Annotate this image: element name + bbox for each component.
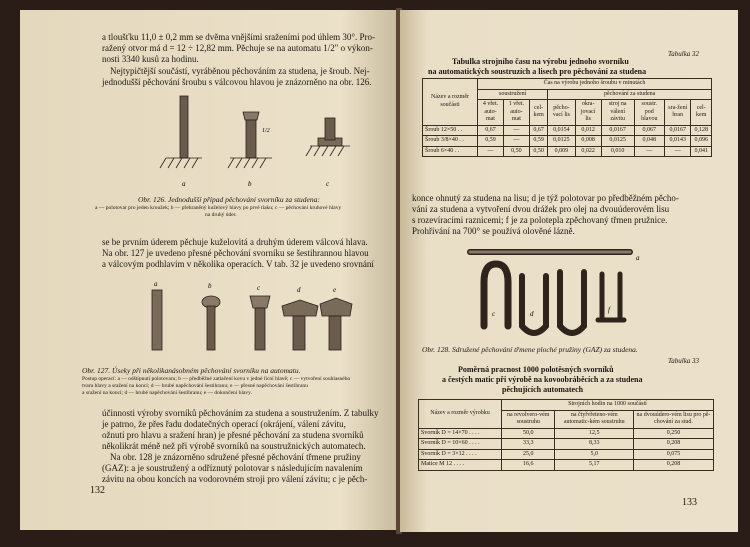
table32-label: Tabulka 32 (668, 50, 700, 58)
table33-title-3: pěchujících automatech (502, 385, 584, 394)
t32-sub-header: cel-kem (691, 100, 712, 126)
right-page: Tabulka 32 Tabulka strojního času na výrobu jednoho svorníku na automatických soustruzích a lisech pro pěchování za studena Název a rozměr součásti Čas na výrobu jednoho šroubu v minutách soustružení pěchování za studena 4 vřet. auto-mat 1 vřet. auto-mat cel-kem pěcho-vací lis okra-jovací lis stroj na válení závitu soustr. pod hlavou sra-žení hran cel-kem Šroub 12×50 . . 0,67 — 0,67 0,0154 0,012 0,0167 0,067 0,0167 0,128 Šroub 3/8×40 . . 0,59 — 0,59 0,0125 0,008 0,0125 0,048 0,0143 0,096 Šroub 6×40 . . — 0,50 0,50 0,009 0,022 0,010 — — 0,041 konce ohnutý za studena na lisu; d je týž polotovar po předběžném pěcho- vání za studena a vytvoření dvou drážek pro olej na dvouúderovém lisu s rozevíracími raznicemi; f je za polotepla zpěchovaný třmen pružnice. Prohřívání na 700° se používá olověné lázně. a c d f Obr. 128. Sdružené pěchování třmene ploché pružiny (GAZ) za studena. Tabulka 33 Poměrná pracnost 1000 polotěsných svorníků a čestých matic při výrobě na kovoobráběcích a za studena pěchujících automatech Název a rozměr výrobku Strojních hodin na 1000 součástí na revolvero-vém soustruhu na čtyřvřeteno-vém automatic-kém soustruhu na dvouúdero-vém lisu pro pě-chování za stud. Svorník D = 14×70 . . . . 50,0 12,5 0,250 Svorník D = 10×60 . . . . 33,3 8,33 0,208 Svorník D = 3×12 . . . . 25,0 5,0 0,075 Matice M 12 . . . . 16,6 5,17 0,208 133 (400, 10, 738, 532)
table-row: Svorník D = 14×70 . . . . 50,0 12,5 0,250 (419, 428, 714, 439)
table-row: Matice M 12 . . . . 16,6 5,17 0,208 (419, 460, 714, 471)
figure-128 (460, 242, 690, 342)
fig127-legend-3: a sražení na konci; d — hrubé napěchování šestihranu; e — dokončení hlavy. (82, 390, 252, 396)
table-32 (422, 78, 712, 157)
fig128-label-c: c (492, 310, 496, 318)
table32-title-1: Tabulka strojního času na výrobu jednoho svorníku (452, 57, 629, 66)
table-row: Šroub 3/8×40 . . 0,59 — 0,59 0,0125 0,008 0,0125 0,048 0,0143 0,096 (423, 136, 712, 147)
t32-name-header: Název a rozměr součásti (423, 79, 478, 126)
fig127-label-a: a (154, 280, 158, 288)
t32-turning-header: soustružení (478, 89, 548, 100)
fig127-caption: Obr. 127. Úseky při několikanásobném pěchování svorníku na automatu. (82, 366, 301, 375)
figure-127 (140, 278, 370, 360)
t32-time-header: Čas na výrobu jednoho šroubu v minutách (478, 79, 712, 90)
fig126-dim: 1/2 (262, 128, 270, 134)
t33-sub-header: na čtyřvřeteno-vém automatic-kém soustruhu (555, 410, 634, 428)
table32-title-2: na automatických soustruzích a lisech pro pěchování za studena (428, 67, 647, 76)
fig128-caption: Obr. 128. Sdružené pěchování třmene ploché pružiny (GAZ) za studena. (422, 345, 638, 354)
t33-hours-header: Strojních hodin na 1000 součástí (502, 400, 714, 411)
fig127-legend-1: Postup operací: a — odštípnutí polotovaru; b — předběžné zatlačení kovu v jedné lícní hlavě; c — vytvoření souhlasného (82, 376, 351, 382)
table-row: Šroub 12×50 . . 0,67 — 0,67 0,0154 0,012 0,0167 0,067 0,0167 0,128 (423, 125, 712, 136)
t32-sub-header: soustr. pod hlavou (634, 100, 665, 126)
t32-upsetting-header: pěchování za studena (548, 89, 712, 100)
fig128-label-d: d (530, 310, 534, 318)
page-number-right: 133 (682, 497, 697, 508)
t32-sub-header: 4 vřet. auto-mat (478, 100, 504, 126)
fig126-legend-1: a — polotovar pro jeden kroužek; b — přehraněný kuželový hlavy po prvé tlaku; c — pěchování kruhové hlavy (95, 205, 342, 211)
fig126-label-a: a (182, 180, 186, 188)
fig126-legend-2: na druhý úder. (205, 212, 237, 218)
table-row: Svorník D = 10×60 . . . . 33,3 8,33 0,208 (419, 439, 714, 450)
fig127-legend-2: tvaru hlavy a sražení na konci; d — hrubé napěchování šestihranu; e — přesné napěchování šestihranu (82, 383, 308, 389)
t32-sub-header: pěcho-vací lis (548, 100, 575, 126)
fig128-label-f: f (608, 306, 610, 314)
table33-title-2: a čestých matic při výrobě na kovoobráběcích a za studena (442, 375, 643, 384)
fig128-label-a: a (636, 254, 640, 262)
table33-title-1: Poměrná pracnost 1000 polotěsných svorníků (458, 365, 614, 374)
fig126-caption: Obr. 126. Jednodušší případ pěchování svorníku za studena: (138, 195, 320, 204)
left-page: a tloušťku 11,0 ± 0,2 mm se dvěma vnějšími sraženími pod úhlem 30°. Pro- ražený otvor má d = 12 ÷ 12,82 mm. Pěchuje se na automatu 1/2" o výkon- nosti 3340 kusů za hodinu. Nejtypičtější součástí, vyráběnou pěchováním za studena, je šroub. Nej- jednodušší pěchování šroubu s válcovou hlavou je znázorněno na obr. 126. 1/2 a b c Obr. 126. Jednodušší případ pěchování svorníku za studena: a — polotovar pro jeden kroužek; b — přehraněný kuželový hlavy po prvé tlaku; c — pěchování kruhové hlavy na druhý úder. se be prvním úderem pěchuje kuželovitá a druhým úderem válcová hlava. Na obr. 127 je uvedeno přesné pěchování svorníku se šestihrannou hlavou a válcovým podhlavím v několika operacích. V tab. 32 je uvedeno srovnání a b c d e Obr. 127. Úseky při několikanásobném pěchování svorníku na automatu. Postup operací: a — odštípnutí polotovaru; b — předběžné zatlačení kovu v jedné lícní hlavě; c — vytvoření souhlasného tvaru hlavy a sražení na konci; d — hrubé napěchování šestihranu; e — přesné napěchování šestihranu a sražení na konci; d — hrubé napěchování šestihranu; e — dokončení hlavy. účinnosti výroby svorníků pěchováním za studena a soustružením. Z tabulky je patrno, že přes řadu dodatečných operací (okrájení, válení závitu, ožnutí pro hlavu a sražení hran) je přesné pěchování za studena svorníků několikrát méně než při výrobě svorníků na soustružnických automatech. Na obr. 128 je znázorněno sdružené přesné pěchování třmene pružiny (GAZ): a je soustružený a odříznutý polotovar s následujícím navalením závitu na obou koncích na vodorovném stroji pro válení závitu; c je pěch- 132 (20, 10, 398, 530)
t33-sub-header: na dvouúdero-vém lisu pro pě-chování za stud. (634, 410, 714, 428)
page-number-left: 132 (90, 485, 105, 496)
t32-sub-header: stroj na válení závitu (601, 100, 634, 126)
t33-sub-header: na revolvero-vém soustruhu (502, 410, 555, 428)
fig127-label-e: e (333, 286, 337, 294)
fig126-label-c: c (326, 180, 330, 188)
figure-126 (140, 92, 360, 192)
t32-sub-header: 1 vřet. auto-mat (503, 100, 529, 126)
table33-label: Tabulka 33 (668, 357, 700, 365)
t32-sub-header: cel-kem (529, 100, 547, 126)
fig127-label-d: d (297, 286, 301, 294)
t32-sub-header: sra-žení hran (665, 100, 691, 126)
table-33 (418, 399, 714, 471)
fig127-label-b: b (208, 282, 212, 290)
table-row: Šroub 6×40 . . — 0,50 0,50 0,009 0,022 0,010 — — 0,041 (423, 146, 712, 157)
t32-sub-header: okra-jovací lis (575, 100, 601, 126)
fig127-label-c: c (257, 284, 261, 292)
fig126-label-b: b (248, 180, 252, 188)
table-row: Svorník D = 3×12 . . . . 25,0 5,0 0,075 (419, 449, 714, 460)
t33-name-header: Název a rozměr výrobku (419, 400, 502, 429)
